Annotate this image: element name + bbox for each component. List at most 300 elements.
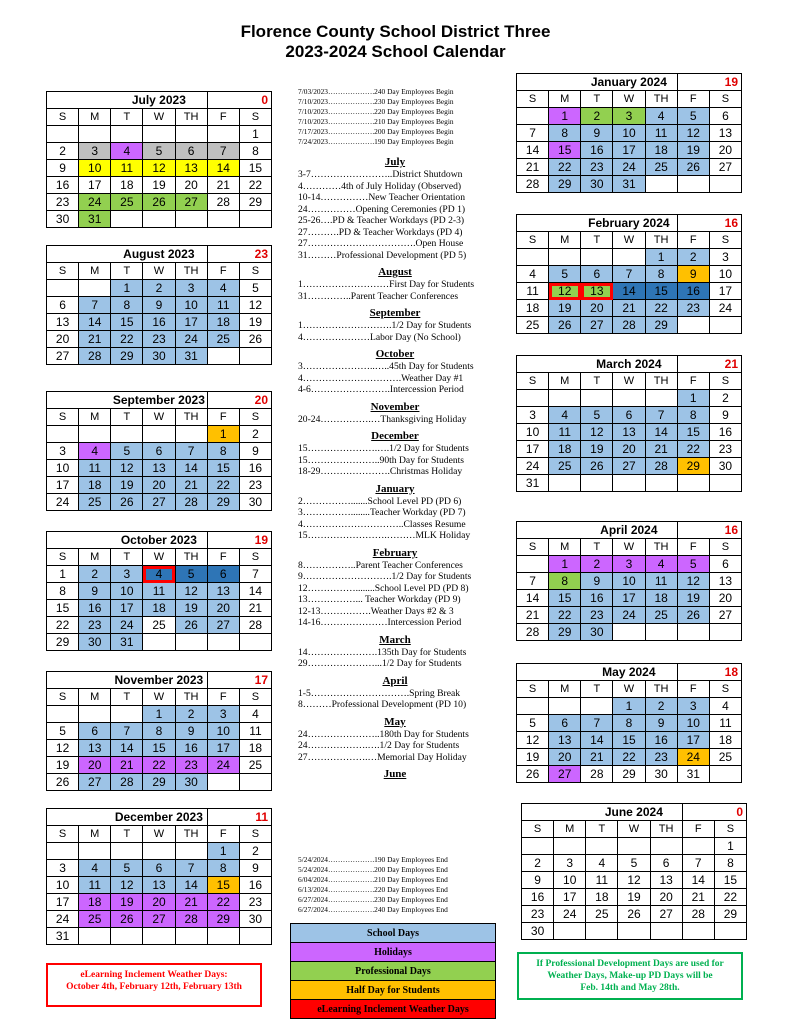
day-cell: 12 xyxy=(47,740,79,757)
weekday-header: TH xyxy=(645,539,677,556)
weekday-header: S xyxy=(239,826,271,843)
weekday-header: TH xyxy=(175,109,207,126)
page-subtitle: 2023-2024 School Calendar xyxy=(285,42,506,61)
week-row xyxy=(517,766,742,783)
day-cell: 19 xyxy=(111,477,143,494)
day-cell: 11 xyxy=(207,297,239,314)
day-cell: 3 xyxy=(517,407,549,424)
day-cell: 7 xyxy=(517,125,549,142)
empty-day-cell xyxy=(586,838,618,855)
weekday-header: F xyxy=(677,91,709,108)
day-cell: 19 xyxy=(677,590,709,607)
day-cell: 20 xyxy=(581,300,613,317)
day-cell: 28 xyxy=(175,494,207,511)
day-cell: 10 xyxy=(613,573,645,590)
weekday-header: S xyxy=(47,549,79,566)
week-row xyxy=(47,211,272,228)
day-cell: 31 xyxy=(47,928,79,945)
empty-day-cell xyxy=(709,766,741,783)
weekday-header: TH xyxy=(645,91,677,108)
day-cell: 17 xyxy=(207,740,239,757)
day-cell: 26 xyxy=(677,607,709,624)
day-cell: 7 xyxy=(581,715,613,732)
day-cell: 19 xyxy=(549,300,581,317)
week-row xyxy=(47,160,272,177)
month-table xyxy=(516,214,742,334)
day-cell: 12 xyxy=(677,125,709,142)
week-row xyxy=(517,300,742,317)
event-line: 7/24/2023……………….190 Day Employees Begin xyxy=(298,137,454,146)
day-cell: 2 xyxy=(175,706,207,723)
day-cell: 19 xyxy=(581,441,613,458)
day-cell: 9 xyxy=(79,583,111,600)
week-row xyxy=(47,331,272,348)
day-cell: 24 xyxy=(677,749,709,766)
day-cell: 24 xyxy=(554,906,586,923)
day-cell: 28 xyxy=(175,911,207,928)
day-cell: 31 xyxy=(111,634,143,651)
day-cell: 7 xyxy=(111,723,143,740)
day-cell: 23 xyxy=(522,906,554,923)
event-month-heading: January xyxy=(375,482,415,495)
week-row xyxy=(517,249,742,266)
day-cell: 13 xyxy=(207,583,239,600)
event-month-heading: March xyxy=(379,633,411,646)
event-month-heading: September xyxy=(369,307,421,319)
day-cell: 5 xyxy=(143,143,175,160)
day-cell: 25 xyxy=(79,494,111,511)
weekday-header: TH xyxy=(175,689,207,706)
day-cell: 13 xyxy=(143,460,175,477)
event-month-heading: February xyxy=(372,546,418,559)
day-cell: 3 xyxy=(613,108,645,125)
day-cell: 5 xyxy=(111,443,143,460)
day-cell: 29 xyxy=(111,348,143,365)
day-cell: 13 xyxy=(650,872,682,889)
day-cell: 15 xyxy=(239,160,271,177)
day-cell: 14 xyxy=(517,142,549,159)
day-cell: 13 xyxy=(613,424,645,441)
event-line: 4…………………Labor Day (No School) xyxy=(298,331,461,343)
weekday-header: TH xyxy=(645,681,677,698)
empty-day-cell xyxy=(207,126,239,143)
weekday-header: T xyxy=(111,263,143,280)
day-cell: 17 xyxy=(677,732,709,749)
day-cell: 3 xyxy=(47,443,79,460)
weekday-header: F xyxy=(207,549,239,566)
day-cell: 19 xyxy=(517,749,549,766)
week-row xyxy=(517,108,742,125)
month-table xyxy=(516,355,742,492)
day-cell: 10 xyxy=(613,125,645,142)
day-cell: 25 xyxy=(549,458,581,475)
month-table xyxy=(516,663,742,783)
weekday-header: S xyxy=(709,539,741,556)
weekday-header: T xyxy=(581,373,613,390)
day-cell: 11 xyxy=(111,160,143,177)
day-cell: 15 xyxy=(645,283,677,300)
day-cell: 30 xyxy=(143,348,175,365)
weekday-header: W xyxy=(143,826,175,843)
month-title: September 2023 xyxy=(47,392,208,409)
empty-day-cell xyxy=(714,923,746,940)
month-title: December 2023 xyxy=(47,809,208,826)
weekday-header: M xyxy=(549,681,581,698)
day-cell: 5 xyxy=(549,266,581,283)
day-cell: 12 xyxy=(143,160,175,177)
day-cell: 21 xyxy=(645,441,677,458)
day-cell: 26 xyxy=(581,458,613,475)
weekday-header: S xyxy=(47,826,79,843)
weekday-header: W xyxy=(613,373,645,390)
day-cell: 29 xyxy=(714,906,746,923)
day-cell: 20 xyxy=(709,142,741,159)
day-cell: 2 xyxy=(709,390,741,407)
week-row xyxy=(47,426,272,443)
weekday-header: W xyxy=(613,91,645,108)
day-cell: 3 xyxy=(709,249,741,266)
day-cell: 22 xyxy=(645,300,677,317)
legend-item: Professional Days xyxy=(291,962,496,981)
weekday-header: W xyxy=(613,539,645,556)
weekday-header: M xyxy=(79,263,111,280)
day-cell: 7 xyxy=(175,860,207,877)
weekday-header: S xyxy=(517,681,549,698)
day-cell: 26 xyxy=(618,906,650,923)
day-cell: 31 xyxy=(175,348,207,365)
event-line: 14………………….135th Day for Students xyxy=(298,646,467,658)
day-cell: 6 xyxy=(79,723,111,740)
day-cell: 1 xyxy=(714,838,746,855)
event-line: 7/10/2023……………….220 Day Employees Begin xyxy=(298,107,454,116)
weekday-header: S xyxy=(239,409,271,426)
day-cell: 19 xyxy=(175,600,207,617)
day-cell: 2 xyxy=(677,249,709,266)
weekday-header: M xyxy=(79,826,111,843)
day-cell: 11 xyxy=(645,573,677,590)
day-cell: 27 xyxy=(175,194,207,211)
weekday-header: S xyxy=(517,91,549,108)
day-cell: 11 xyxy=(79,460,111,477)
week-row xyxy=(517,475,742,492)
pd-makeup-note-line2: Weather Days, Make-up PD Days will be xyxy=(547,971,713,981)
week-row xyxy=(517,424,742,441)
day-cell: 5 xyxy=(618,855,650,872)
day-cell: 10 xyxy=(709,266,741,283)
day-cell: 16 xyxy=(239,460,271,477)
day-cell: 6 xyxy=(549,715,581,732)
day-cell: 20 xyxy=(709,590,741,607)
day-cell: 20 xyxy=(143,477,175,494)
event-line: 12-13…………….Weather Days #2 & 3 xyxy=(298,605,454,617)
day-cell: 6 xyxy=(709,108,741,125)
day-cell: 8 xyxy=(549,573,581,590)
day-cell: 28 xyxy=(111,774,143,791)
day-cell: 4 xyxy=(586,855,618,872)
day-cell: 27 xyxy=(143,494,175,511)
day-cell: 9 xyxy=(581,573,613,590)
week-row xyxy=(517,317,742,334)
empty-day-cell xyxy=(677,624,709,641)
day-cell: 4 xyxy=(645,556,677,573)
week-row xyxy=(47,194,272,211)
empty-day-cell xyxy=(47,280,79,297)
empty-day-cell xyxy=(239,348,271,365)
day-cell: 22 xyxy=(239,177,271,194)
event-line: 15…………………..90th Day for Students xyxy=(298,454,465,466)
elearning-note-line2: October 4th, February 12th, February 13th xyxy=(66,982,242,992)
event-month-heading: July xyxy=(384,156,406,168)
day-cell: 26 xyxy=(47,774,79,791)
day-cell: 18 xyxy=(586,889,618,906)
day-cell: 25 xyxy=(111,194,143,211)
pd-makeup-note-line1: If Professional Development Days are used for xyxy=(536,959,724,969)
week-row xyxy=(517,732,742,749)
weekday-header: M xyxy=(79,409,111,426)
school-day-count: 18 xyxy=(677,664,741,681)
day-cell: 17 xyxy=(517,441,549,458)
day-cell: 4 xyxy=(517,266,549,283)
week-row xyxy=(522,906,747,923)
day-cell: 19 xyxy=(111,894,143,911)
color-legend xyxy=(290,923,496,1019)
day-cell: 21 xyxy=(175,894,207,911)
day-cell: 20 xyxy=(650,889,682,906)
day-cell: 19 xyxy=(239,314,271,331)
day-cell: 8 xyxy=(111,297,143,314)
empty-day-cell xyxy=(239,634,271,651)
month-title: July 2023 xyxy=(47,92,208,109)
empty-day-cell xyxy=(645,624,677,641)
day-cell: 22 xyxy=(143,757,175,774)
day-cell: 22 xyxy=(613,749,645,766)
school-day-count: 19 xyxy=(207,532,271,549)
weekday-header: M xyxy=(549,91,581,108)
day-cell: 3 xyxy=(554,855,586,872)
day-cell: 22 xyxy=(714,889,746,906)
day-cell: 4 xyxy=(239,706,271,723)
school-day-count: 21 xyxy=(677,356,741,373)
day-cell: 4 xyxy=(111,143,143,160)
day-cell: 30 xyxy=(239,494,271,511)
day-cell: 15 xyxy=(207,877,239,894)
day-cell: 1 xyxy=(143,706,175,723)
school-day-count: 19 xyxy=(677,74,741,91)
event-line: 20-24…………….…Thanksgiving Holiday xyxy=(298,413,467,425)
day-cell: 10 xyxy=(207,723,239,740)
day-cell: 1 xyxy=(239,126,271,143)
empty-day-cell xyxy=(79,928,111,945)
day-cell: 22 xyxy=(47,617,79,634)
day-cell: 24 xyxy=(207,757,239,774)
weekday-header: TH xyxy=(175,826,207,843)
day-cell: 12 xyxy=(111,877,143,894)
empty-day-cell xyxy=(682,838,714,855)
day-cell: 13 xyxy=(709,573,741,590)
week-row xyxy=(517,590,742,607)
month-title: February 2024 xyxy=(517,215,678,232)
day-cell: 30 xyxy=(581,624,613,641)
day-cell: 1 xyxy=(549,108,581,125)
day-cell: 26 xyxy=(549,317,581,334)
weekday-header: F xyxy=(207,109,239,126)
day-cell: 1 xyxy=(677,390,709,407)
day-cell: 28 xyxy=(581,766,613,783)
day-cell: 16 xyxy=(581,142,613,159)
day-cell: 12 xyxy=(549,283,581,300)
day-cell: 18 xyxy=(79,477,111,494)
day-cell: 25 xyxy=(645,607,677,624)
empty-day-cell xyxy=(517,390,549,407)
day-cell: 29 xyxy=(47,634,79,651)
day-cell: 31 xyxy=(79,211,111,228)
day-cell: 30 xyxy=(709,458,741,475)
day-cell: 11 xyxy=(143,583,175,600)
day-cell: 25 xyxy=(207,331,239,348)
empty-day-cell xyxy=(111,426,143,443)
event-line: 13……………... Teacher Workday (PD 9) xyxy=(298,594,461,605)
empty-day-cell xyxy=(613,249,645,266)
day-cell: 9 xyxy=(175,723,207,740)
day-cell: 18 xyxy=(111,177,143,194)
month-title: January 2024 xyxy=(517,74,678,91)
pd-makeup-note xyxy=(517,952,743,1000)
day-cell: 17 xyxy=(613,142,645,159)
event-line: 10-14……………New Teacher Orientation xyxy=(298,192,465,203)
day-cell: 17 xyxy=(47,894,79,911)
day-cell: 7 xyxy=(175,443,207,460)
event-line: 24……………….….1/2 Day for Students xyxy=(298,740,460,751)
empty-day-cell xyxy=(175,843,207,860)
empty-day-cell xyxy=(79,126,111,143)
day-cell: 22 xyxy=(549,159,581,176)
week-row xyxy=(47,860,272,877)
weekday-header: T xyxy=(581,232,613,249)
day-cell: 11 xyxy=(239,723,271,740)
day-cell: 15 xyxy=(714,872,746,889)
day-cell: 14 xyxy=(682,872,714,889)
weekday-header: S xyxy=(709,681,741,698)
empty-day-cell xyxy=(517,698,549,715)
event-line: 3…………………..…..45th Day for Students xyxy=(298,361,474,372)
empty-day-cell xyxy=(175,426,207,443)
weekday-header: S xyxy=(239,263,271,280)
event-line: 27……….PD & Teacher Workdays (PD 4) xyxy=(298,226,463,238)
events-list xyxy=(298,151,492,781)
day-cell: 24 xyxy=(709,300,741,317)
employee-begin-list xyxy=(298,87,492,147)
day-cell: 1 xyxy=(207,843,239,860)
week-row xyxy=(47,723,272,740)
day-cell: 26 xyxy=(677,159,709,176)
day-cell: 17 xyxy=(554,889,586,906)
event-line: 5/24/2024……………….200 Day Employees End xyxy=(298,865,448,874)
day-cell: 27 xyxy=(207,617,239,634)
day-cell: 31 xyxy=(677,766,709,783)
day-cell: 12 xyxy=(239,297,271,314)
day-cell: 19 xyxy=(618,889,650,906)
empty-day-cell xyxy=(613,390,645,407)
day-cell: 6 xyxy=(143,860,175,877)
day-cell: 23 xyxy=(79,617,111,634)
weekday-header: TH xyxy=(645,232,677,249)
day-cell: 28 xyxy=(239,617,271,634)
day-cell: 18 xyxy=(239,740,271,757)
weekday-header: W xyxy=(143,109,175,126)
event-line: 3-7……………………..District Shutdown xyxy=(298,169,463,180)
day-cell: 3 xyxy=(47,860,79,877)
week-row xyxy=(47,348,272,365)
weekday-header: F xyxy=(677,539,709,556)
weekday-header: S xyxy=(517,232,549,249)
week-row xyxy=(517,556,742,573)
empty-day-cell xyxy=(618,923,650,940)
day-cell: 15 xyxy=(549,142,581,159)
week-row xyxy=(47,297,272,314)
weekday-header: S xyxy=(239,689,271,706)
event-line: 8……………..Parent Teacher Conferences xyxy=(298,559,463,571)
empty-day-cell xyxy=(677,317,709,334)
day-cell: 5 xyxy=(677,108,709,125)
day-cell: 7 xyxy=(645,407,677,424)
day-cell: 8 xyxy=(677,407,709,424)
day-cell: 30 xyxy=(79,634,111,651)
week-row xyxy=(522,855,747,872)
day-cell: 27 xyxy=(581,317,613,334)
day-cell: 9 xyxy=(522,872,554,889)
weekday-header: S xyxy=(239,549,271,566)
day-cell: 14 xyxy=(581,732,613,749)
day-cell: 18 xyxy=(79,894,111,911)
day-cell: 3 xyxy=(207,706,239,723)
day-cell: 19 xyxy=(677,142,709,159)
week-row xyxy=(47,911,272,928)
weekday-header: S xyxy=(709,373,741,390)
day-cell: 22 xyxy=(549,607,581,624)
day-cell: 5 xyxy=(517,715,549,732)
empty-day-cell xyxy=(79,426,111,443)
elearning-note-line1: eLearning Inclement Weather Days: xyxy=(80,970,228,980)
day-cell: 14 xyxy=(111,740,143,757)
weekday-header: F xyxy=(207,689,239,706)
employee-end-list xyxy=(298,855,492,915)
day-cell: 10 xyxy=(47,877,79,894)
weekday-header: F xyxy=(677,373,709,390)
day-cell: 16 xyxy=(143,314,175,331)
day-cell: 31 xyxy=(517,475,549,492)
day-cell: 2 xyxy=(645,698,677,715)
day-cell: 12 xyxy=(175,583,207,600)
event-line: 8………Professional Development (PD 10) xyxy=(298,699,467,710)
weekday-header: S xyxy=(517,373,549,390)
school-day-count: 23 xyxy=(207,246,271,263)
day-cell: 4 xyxy=(549,407,581,424)
day-cell: 9 xyxy=(677,266,709,283)
day-cell: 27 xyxy=(613,458,645,475)
pd-makeup-note-line3: Feb. 14th and May 28th. xyxy=(580,983,680,993)
week-row xyxy=(522,838,747,855)
empty-day-cell xyxy=(143,211,175,228)
weekday-header: F xyxy=(207,409,239,426)
empty-day-cell xyxy=(682,923,714,940)
empty-day-cell xyxy=(549,390,581,407)
day-cell: 9 xyxy=(581,125,613,142)
day-cell: 6 xyxy=(47,297,79,314)
event-line: 7/03/2023……………….240 Day Employees Begin xyxy=(298,87,454,96)
day-cell: 5 xyxy=(47,723,79,740)
empty-day-cell xyxy=(613,475,645,492)
empty-day-cell xyxy=(581,249,613,266)
